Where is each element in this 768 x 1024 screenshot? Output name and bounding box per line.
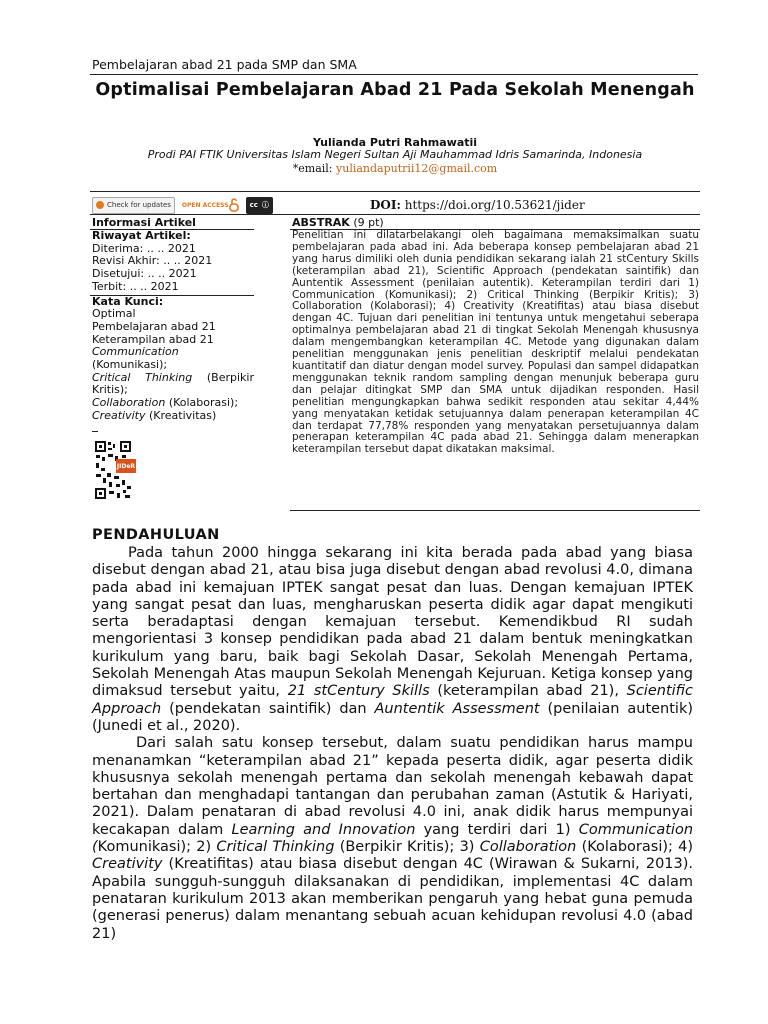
email-link[interactable]: yuliandaputrii12@gmail.com (336, 162, 498, 175)
creative-commons-badge[interactable] (246, 197, 273, 214)
keyword-item: Pembelajaran abad 21 (92, 319, 216, 333)
cc-label: cc (249, 201, 258, 209)
doi-link[interactable]: https://doi.org/10.53621/jider (404, 198, 585, 212)
keywords-end-mark (92, 431, 98, 432)
date-received: Diterima: .. .. 2021 (92, 241, 196, 255)
paragraph: Dari salah satu konsep tersebut, dalam suatu pendidikan harus mampu menanamkan “keterampilan abad 21” kepada peserta didik, agar peserta didik khususnya sekolah menengah pertama dan sekolah menengah kebawah dapat bertahan dan menghadapi tantangan dan perubahan zaman (Astutik & Hariyati, 2021). Dalam penataran di abad revolusi 4.0 ini, anak didik harus mempunyai kecakapan dalam Learning and Innovation yang terdiri dari 1) Communication (Komunikasi); 2) Critical Thinking (Berpikir Kritis); 3) Collaboration (Kolaborasi); 4) Creativity (Kreatifitas) atau biasa disebut dengan 4C (Wirawan & Sukarni, 2013). Apabila sungguh-sungguh dilaksanakan di pendidikan, implementasi 4C dalam penataran kurikulum 2013 akan memberikan pengaruh yang hebat guna pemuda (generasi penerus) dalam menantang sebuah acuan kehidupan revolusi 4.0 (abad 21) (92, 735, 694, 942)
running-head: Pembelajaran abad 21 pada SMP dan SMA (92, 57, 357, 72)
author-email-line (90, 162, 700, 175)
article-info-heading: Informasi Artikel (92, 216, 196, 229)
article-info-column (92, 230, 254, 432)
divider-abstract-bottom (290, 510, 700, 511)
keyword-item: (Komunikasi); (92, 358, 168, 372)
abstract-text: Penelitian ini dilatarbelakangi oleh bagaimana memaksimalkan suatu pembelajaran pada abad ini. Ada beberapa konsep pembelajaran abad 21 yang harus dimiliki oleh dunia pendidikan sekarang ialah 21 stCentury Skills (keterampilan abad 21), Scientific Approach (pendekatan saintifik) dan Auntentik Assessment (penilaian autentik). Keterampilan terdiri dari 1) Communication (Komunikasi); 2) Critical Thinking (Berpikir Kritis); 3) Collaboration (Kolaborasi); 4) Creativity (Kreatifitas) atau biasa disebut dengan 4C. Tujuan dari penelitian ini tentunya untuk mengetahui seberapa optimalnya pembelajaran abad 21 di tingkat Sekolah Menengah khususnya dalam mengembangkan keterampilan 4C. Metode yang digunakan dalam penelitian menggunakan jenis penelitian deskriptif melalui pendekatan kuantitatif dan diatur dengan model survey. Populasi dan sampel didapatkan menggunakan teknik random sampling dengan menunjuk beberapa guru dan pelajar ditingkat SMP dan SMA untuk dijadikan responden. Hasil penelitian mengungkapkan bahwa sedikit responden atau sekitar 4,44% yang menyatakan ketidak setujuannya dalam penerapan keterampilan 4C dan terdapat 77,78% responden yang menyatakan persetujuannya dalam penerapan keterampilan 4C pada abad 21. Sehingga dalam menerapkan keterampilan tersebut dapat dikatakan maksimal. (292, 229, 699, 456)
author-name: Yulianda Putri Rahmawatii (312, 136, 478, 149)
abstract-heading-note: (9 pt) (353, 216, 384, 229)
open-access-label: OPEN ACCESS (181, 201, 229, 209)
keywords-heading: Kata Kunci: (92, 294, 164, 308)
abstract-heading-label: ABSTRAK (292, 216, 350, 229)
keyword-item: Critical Thinking (Berpikir (92, 370, 254, 384)
keyword-item: Keterampilan abad 21 (92, 332, 214, 346)
section-heading: PENDAHULUAN (92, 527, 220, 543)
body-text (92, 545, 693, 943)
open-lock-icon (229, 198, 239, 212)
abstract-heading (292, 216, 384, 229)
check-for-updates-badge[interactable] (92, 197, 175, 214)
keyword-item: Communication (92, 345, 179, 359)
open-access-badge (179, 198, 242, 213)
paragraph: Pada tahun 2000 hingga sekarang ini kita berada pada abad yang biasa disebut dengan abad 21, atau bisa juga disebut dengan abad revolusi 4.0, dimana pada abad ini kemajuan IPTEK sangat pesat dan luas. Dengan kemajuan IPTEK yang sangat pesat dan luas, mengharuskan peserta didik agar dapat mengikuti serta beradaptasi dengan kemajuan tersebut. Kemendikbud RI sudah mengorientasi 3 konsep pendidikan pada abad 21 dalam bentuk meningkatkan kurikulum yang baru, baik bagi Sekolah Dasar, Sekolah Menengah Pertama, Sekolah Menengah Atas maupun Sekolah Menengah Kejuruan. Ketiga konsep yang dimaksud tersebut yaitu, 21 stCentury Skills (keterampilan abad 21), Scientific Approach (pendekatan saintifik) dan Auntentik Assessment (penilaian autentik) (Junedi et al., 2020). (92, 545, 694, 734)
header-rule (90, 74, 698, 75)
crossmark-icon (96, 201, 104, 209)
email-label: *email: (292, 162, 333, 175)
date-revised: Revisi Akhir: .. .. 2021 (92, 254, 213, 268)
journal-logo: JIDeR (116, 459, 136, 473)
date-accepted: Disetujui: .. .. 2021 (92, 267, 197, 281)
doi-line (370, 198, 585, 212)
divider-top (90, 191, 700, 192)
check-for-updates-label: Check for updates (107, 201, 171, 209)
divider-mid (90, 214, 700, 215)
paper-title: Optimalisai Pembelajaran Abad 21 Pada Sekolah Menengah (95, 80, 695, 100)
author-affiliation: Prodi PAI FTIK Universitas Islam Negeri Sultan Aji Mauhammad Idris Samarinda, Indonesia (147, 148, 643, 161)
badge-row (92, 197, 273, 213)
doi-label: DOI: (370, 198, 401, 212)
keyword-item: Optimal (92, 307, 136, 321)
history-heading: Riwayat Artikel: (92, 229, 191, 242)
keyword-item: Collaboration (Kolaborasi); (92, 396, 239, 410)
keyword-item: Creativity (Kreativitas) (92, 408, 217, 422)
date-published: Terbit: .. .. 2021 (92, 279, 179, 293)
by-icon: ⓘ (261, 201, 269, 209)
keyword-item: Kritis); (92, 383, 128, 397)
